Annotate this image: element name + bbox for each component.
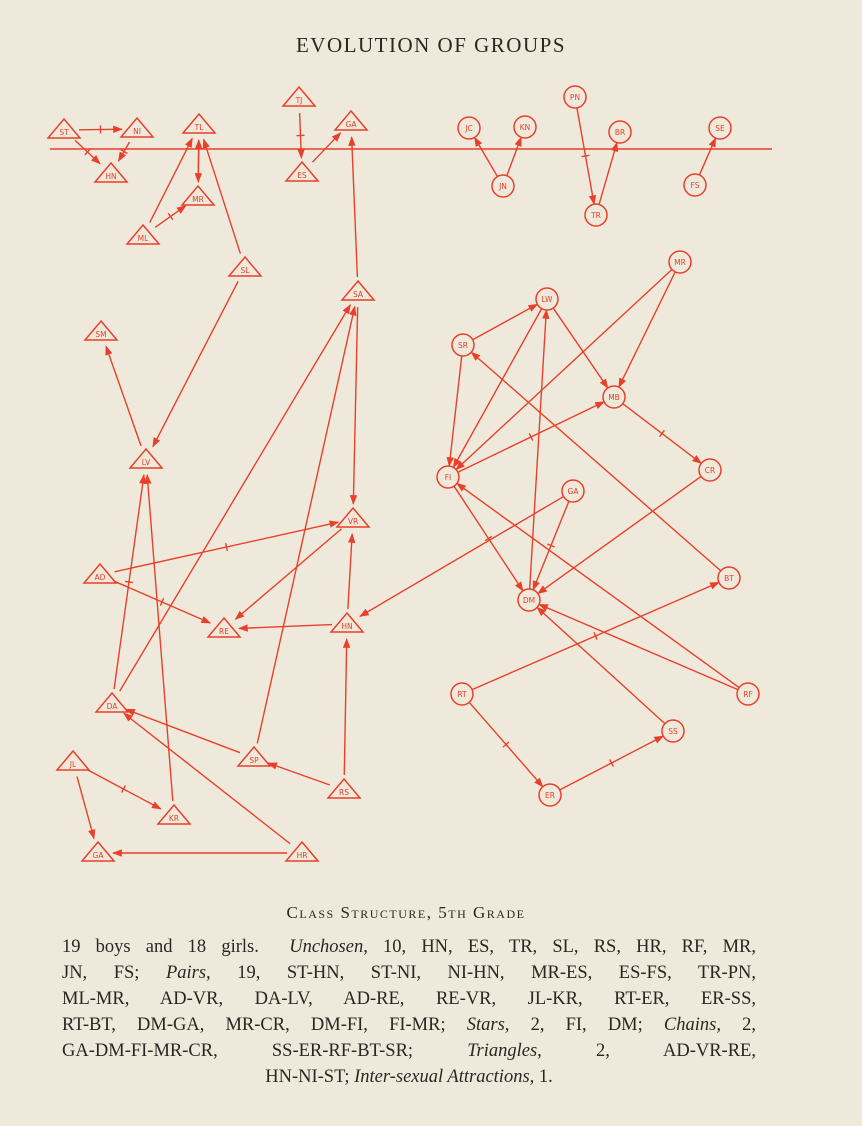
caption-line	[62, 1064, 756, 1090]
edge-line	[106, 346, 141, 446]
edge-line	[239, 625, 332, 629]
edge-sl-tl	[204, 139, 241, 253]
edge-line	[312, 133, 340, 162]
edge-jn-kn	[507, 137, 521, 175]
node-lw	[536, 288, 558, 310]
caption-term: Inter-sexual Attractions,	[354, 1067, 535, 1087]
node-label: ML	[137, 234, 149, 243]
edge-sa-ga1	[352, 137, 358, 277]
edge-line	[449, 356, 462, 466]
caption-segment: 10, HN, ES, TR, SL, RS, HR, RF, MR,	[367, 937, 757, 957]
node-label: KR	[168, 814, 180, 823]
node-ga2	[82, 842, 114, 861]
node-label: NI	[133, 127, 141, 136]
edge-hn2-vr	[348, 534, 352, 609]
caption-line	[62, 1012, 756, 1038]
edge-rs-hn2	[344, 639, 346, 775]
edge-line	[126, 709, 240, 752]
node-label: DA	[106, 702, 118, 711]
caption-segment: 2,	[720, 1015, 757, 1035]
edge-line	[353, 307, 357, 504]
node-rs	[328, 779, 360, 798]
edge-mb-cr	[623, 404, 701, 464]
edge-line	[268, 763, 330, 785]
edge-ni-hn1	[119, 142, 130, 161]
edge-line	[150, 138, 192, 222]
edge-pn-tr	[577, 108, 594, 204]
edge-line	[456, 269, 672, 469]
node-sp	[238, 747, 270, 766]
mutual-tick	[125, 581, 133, 582]
edge-es-ga1	[312, 133, 340, 162]
edge-line	[453, 309, 541, 468]
caption-term: Chains,	[663, 1015, 721, 1035]
edge-ga3-dm	[533, 501, 569, 590]
node-label: AD	[94, 573, 106, 582]
caption-segment: HN-NI-ST;	[265, 1067, 355, 1087]
node-label: HN	[105, 172, 117, 181]
edge-tr-br	[599, 143, 617, 205]
node-mr2	[669, 251, 691, 273]
node-hr	[286, 842, 318, 861]
node-label: DM	[522, 596, 536, 605]
node-label: FI	[444, 473, 452, 482]
node-ss	[662, 720, 684, 742]
edge-jn-jc	[475, 137, 498, 176]
caption-term: Unchosen,	[289, 937, 368, 957]
caption-term: Triangles,	[467, 1041, 542, 1061]
edge-tj-es	[297, 113, 305, 158]
node-label: RF	[743, 690, 753, 699]
node-label: BR	[614, 128, 626, 137]
edge-jl-kr	[86, 769, 161, 809]
node-kr	[158, 805, 190, 824]
node-vr	[337, 508, 369, 527]
node-label: SL	[240, 266, 250, 275]
edge-lv-sm	[106, 346, 141, 446]
edge-line	[619, 272, 675, 387]
node-label: VR	[347, 517, 359, 526]
edge-st-hn1	[75, 140, 100, 163]
node-label: JN	[499, 182, 507, 191]
node-hn2	[331, 613, 363, 632]
node-tj	[283, 87, 315, 106]
caption-segment: 2, FI, DM;	[509, 1015, 664, 1035]
node-tl	[183, 114, 215, 133]
node-cr	[699, 459, 721, 481]
node-label: SS	[668, 727, 678, 736]
node-rt	[451, 683, 473, 705]
node-jl	[57, 751, 89, 770]
edge-line	[507, 137, 521, 175]
edge-ml-tl	[150, 138, 192, 222]
node-label: SP	[249, 756, 259, 765]
edge-rf-fi	[457, 483, 739, 687]
node-label: SE	[715, 124, 725, 133]
node-label: PN	[569, 93, 581, 102]
node-ni	[121, 118, 153, 137]
node-label: RS	[339, 788, 349, 797]
edge-line	[553, 308, 608, 388]
node-label: GA	[345, 120, 357, 129]
edge-line	[348, 534, 352, 609]
caption-term: Pairs,	[165, 963, 211, 983]
node-ga1	[335, 111, 367, 130]
node-label: LV	[141, 458, 151, 467]
node-dm	[518, 589, 540, 611]
edge-rs-sp	[268, 763, 330, 785]
caption-line	[62, 960, 756, 986]
node-ga3	[562, 480, 584, 502]
node-jc	[458, 117, 480, 139]
node-bt	[718, 567, 740, 589]
node-ad	[84, 564, 116, 583]
edge-lw-fi	[453, 309, 541, 468]
node-label: FS	[690, 181, 700, 190]
edge-line	[457, 483, 739, 687]
edge-fi-dm	[454, 486, 523, 591]
node-fi	[437, 466, 459, 488]
node-label: ES	[297, 171, 307, 180]
node-hn1	[95, 163, 127, 182]
edge-line	[699, 138, 715, 175]
node-label: RE	[219, 627, 229, 636]
edge-line	[124, 713, 290, 843]
node-label: HN	[341, 622, 353, 631]
node-label: MR	[192, 195, 204, 204]
mutual-tick	[226, 543, 228, 551]
caption-line	[62, 934, 756, 960]
node-re	[208, 618, 240, 637]
caption-segment: JN, FS;	[62, 963, 166, 983]
node-es	[286, 162, 318, 181]
page-title: EVOLUTION OF GROUPS	[295, 33, 566, 57]
edge-hr-da	[124, 713, 290, 843]
node-br	[609, 121, 631, 143]
caption-segment: GA-DM-FI-MR-CR, SS-ER-RF-BT-SR;	[62, 1041, 468, 1061]
caption-text	[62, 934, 756, 1090]
mutual-tick	[168, 213, 173, 220]
edge-ss-dm	[537, 607, 665, 723]
node-rf	[737, 683, 759, 705]
node-label: TL	[194, 123, 204, 132]
node-sr	[452, 334, 474, 356]
caption-line	[62, 1038, 756, 1064]
caption-segment: 2, AD-VR-RE,	[541, 1041, 756, 1061]
edge-er-ss	[560, 736, 663, 790]
edge-bt-sr	[471, 352, 720, 571]
edge-st-ni	[79, 126, 122, 134]
edge-line	[344, 639, 346, 775]
mutual-tick	[121, 149, 128, 153]
node-label: TJ	[295, 96, 303, 105]
node-label: ER	[545, 791, 555, 800]
node-se	[709, 117, 731, 139]
caption-title: Class Structure, 5th Grade	[286, 903, 526, 922]
node-er	[539, 784, 561, 806]
node-label: SR	[458, 341, 468, 350]
edge-mr2-fi	[456, 269, 672, 469]
node-pn	[564, 86, 586, 108]
node-jn	[492, 175, 514, 197]
node-label: MB	[608, 393, 620, 402]
edge-line	[475, 137, 498, 176]
node-label: CR	[704, 466, 716, 475]
edge-hn2-re	[239, 625, 332, 629]
edge-rt-bt	[472, 582, 719, 689]
node-label: KN	[519, 123, 531, 132]
caption-line	[62, 986, 756, 1012]
caption-segment: 19, ST-HN, ST-NI, NI-HN, MR-ES, ES-FS, TR-PN,	[210, 963, 756, 983]
node-da	[96, 693, 128, 712]
edge-line	[471, 352, 720, 571]
edge-sl-lv	[153, 281, 238, 446]
node-label: GA	[567, 487, 579, 496]
edge-fi-mb	[458, 402, 604, 472]
node-sl	[229, 257, 261, 276]
node-sm	[85, 321, 117, 340]
edge-line	[537, 607, 665, 723]
edge-line	[204, 139, 241, 253]
node-label: LW	[541, 295, 553, 304]
edge-line	[198, 140, 199, 182]
caption-segment: 1.	[534, 1067, 553, 1087]
node-label: GA	[92, 851, 104, 860]
mutual-tick	[660, 430, 665, 436]
node-lv	[130, 449, 162, 468]
node-label: BT	[724, 574, 734, 583]
node-sa	[342, 281, 374, 300]
node-label: JL	[69, 760, 77, 769]
edge-fs-se	[699, 138, 715, 175]
node-mr1	[182, 186, 214, 205]
edge-lw-mb	[553, 308, 608, 388]
edge-line	[153, 281, 238, 446]
caption-segment: RT-BT, DM-GA, MR-CR, DM-FI, FI-MR;	[62, 1015, 467, 1035]
node-label: HR	[296, 851, 308, 860]
caption-segment: ML-MR, AD-VR, DA-LV, AD-RE, RE-VR, JL-KR, RT-ER, ER-SS,	[62, 989, 756, 1009]
edge-sr-fi	[449, 356, 462, 466]
caption-segment: 19 boys and 18 girls.	[62, 937, 290, 957]
edge-line	[352, 137, 358, 277]
node-label: RT	[457, 690, 467, 699]
edge-line	[77, 776, 94, 838]
node-mb	[603, 386, 625, 408]
node-tr	[585, 204, 607, 226]
node-label: MR	[674, 258, 686, 267]
edge-jl-ga2	[77, 776, 94, 838]
edge-sp-da	[126, 709, 240, 752]
edge-ml-mr1	[155, 206, 186, 228]
node-label: SM	[95, 330, 107, 339]
edge-sa-vr	[353, 307, 357, 504]
mutual-tick	[582, 155, 590, 156]
node-label: JC	[465, 124, 473, 133]
edge-rt-er	[469, 702, 543, 786]
caption-term: Stars,	[466, 1015, 510, 1035]
edge-ad-vr	[115, 522, 339, 572]
node-label: ST	[59, 128, 69, 137]
node-label: TR	[591, 211, 601, 220]
node-st	[48, 119, 80, 138]
edge-tl-mr1	[198, 140, 199, 182]
edge-line	[599, 143, 617, 205]
node-kn	[514, 116, 536, 138]
node-fs	[684, 174, 706, 196]
node-ml	[127, 225, 159, 244]
node-label: SA	[352, 290, 364, 299]
edge-mr2-mb	[619, 272, 675, 387]
